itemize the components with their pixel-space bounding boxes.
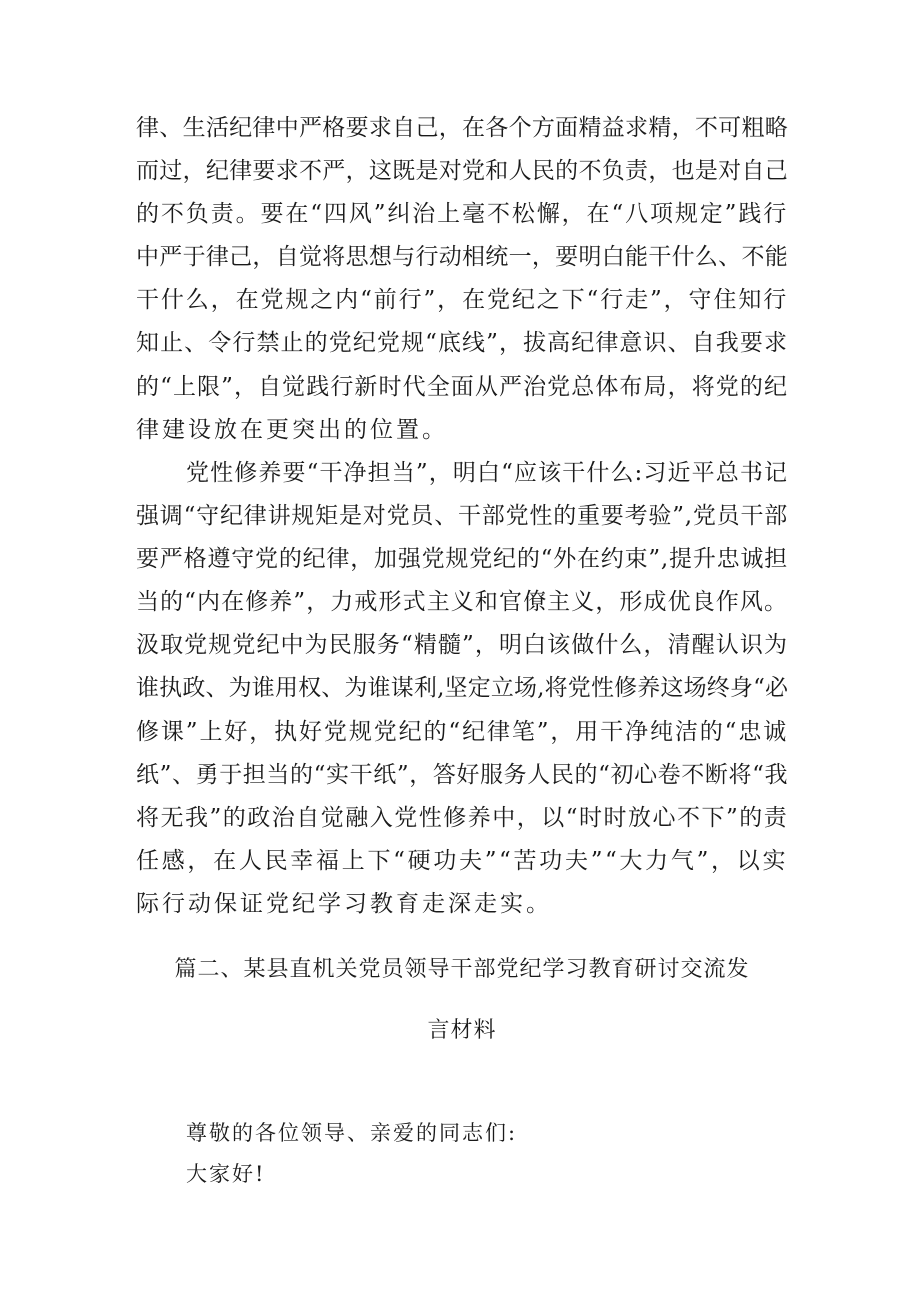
section-heading-continued xyxy=(136,1013,788,1044)
text-line: 谁执政、为谁用权、为谁谋利,坚定立场,将党性修养这场终身“必 xyxy=(136,675,788,702)
text-line: 的不负责。要在“四风”纠治上毫不松懈，在“八项规定”践行 xyxy=(136,201,788,228)
text-line: 而过，纪律要求不严，这既是对党和人民的不负责，也是对自己 xyxy=(136,158,788,185)
text-line: 要严格遵守党的纪律，加强党规党纪的“外在约束”,提升忠诚担 xyxy=(136,546,788,573)
text-line: 律建设放在更突出的位置。 xyxy=(136,416,448,443)
heading-line: 篇二、某县直机关党员领导干部党纪学习教育研讨交流发 xyxy=(174,957,750,982)
paragraph-party-spirit xyxy=(136,452,788,926)
text-line: 强调“守纪律讲规矩是对党员、干部党性的重要考验”,党员干部 xyxy=(136,503,788,530)
text-line: 的“上限”，自觉践行新时代全面从严治党总体布局，将党的纪 xyxy=(136,373,788,400)
salutation: 尊敬的各位领导、亲爱的同志们: xyxy=(186,1121,518,1145)
text-line: 律、生活纪律中严格要求自己，在各个方面精益求精，不可粗略 xyxy=(136,115,788,141)
text-line: 将无我”的政治自觉融入党性修养中，以“时时放心不下”的责 xyxy=(136,804,789,831)
greeting-hello: 大家好! xyxy=(186,1162,266,1186)
text-line: 际行动保证党纪学习教育走深走实。 xyxy=(136,890,552,917)
text-line: 汲取党规党纪中为民服务“精髓”，明白该做什么，清醒认识为 xyxy=(136,632,788,659)
section-heading xyxy=(136,952,788,983)
text-line: 任感，在人民幸福上下“硬功夫”“苦功夫”“大力气”，以实 xyxy=(136,847,788,874)
text-line: 当的“内在修养”，力戒形式主义和官僚主义，形成优良作风。 xyxy=(136,589,788,616)
text-line: 中严于律己，自觉将思想与行动相统一，要明白能干什么、不能 xyxy=(136,244,788,271)
text-line: 党性修养要“干净担当”，明白“应该干什么:习近平总书记 xyxy=(186,460,788,486)
text-line: 干什么，在党规之内“前行”，在党纪之下“行走”，守住知行 xyxy=(136,287,788,314)
heading-line: 言材料 xyxy=(427,1018,497,1043)
paragraph-discipline xyxy=(136,107,788,452)
text-line: 纸”、勇于担当的“实干纸”，答好服务人民的“初心卷不断将“我 xyxy=(136,761,788,788)
text-line: 知止、令行禁止的党纪党规“底线”，拔高纪律意识、自我要求 xyxy=(136,330,788,357)
text-line: 修课”上好，执好党规党纪的“纪律笔”，用干净纯洁的“忠诚 xyxy=(136,718,788,745)
